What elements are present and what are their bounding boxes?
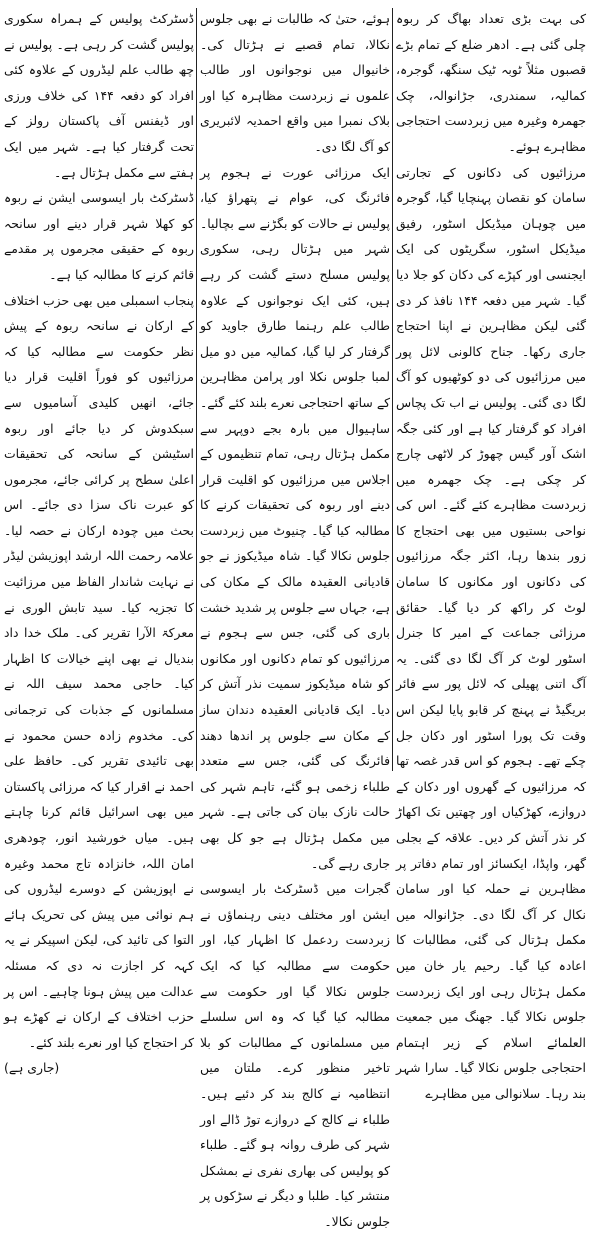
paragraph: مرزائیوں کی دکانوں کے تجارتی سامان کو نقصان پہنچایا گیا، گوجرہ میں چوہان میڈیکل اسٹور، رفیق میڈیکل اسٹور، سگریٹوں کی ایک ایجنسی اور کپڑے کی دکان کو جلا دیا گیا۔ شہر میں دفعہ ۱۴۴ نافذ کر دی گئی لیکن مظاہرین نے اپنا احتجاج جاری رکھا۔ جناح کالونی لائل پور میں مرزائیوں کی دو کوٹھیوں کو آگ لگا دی گئی۔ پولیس نے اب تک پچاس افراد کو گرفتار کیا ہے اور کئی جگہ اشک آور گیس چھوڑ کر لاٹھی چارج کر چکی ہے۔ چک جھمرہ میں زبردست مظاہرے کئے گئے۔ اس کی نواحی بستیوں میں بھی احتجاج کا زور بندھا رہا، اکثر جگہ مرزائیوں کی دکانوں اور مکانوں کا سامان لوٹ کر راکھ کر دیا گیا۔ حقائق مرزائی جماعت کے امیر کا جنرل اسٹور لوٹ کر آگ لگا دی گئی۔ یہ آگ اتنی پھیلی کہ لائل پور سے فائر بریگیڈ نے پہنچ کر قابو پایا لیکن اس وقت تک پورا اسٹور اور دکان جل چکے تھے۔ ہجوم کو اس قدر غصہ تھا کہ مرزائیوں کے گھروں اور دکان کے دروازے، کھڑکیاں اور چھتیں تک اکھاڑ کر نذر آتش کر دیں۔ علاقہ کے بجلی گھر، واپڈا، ایکسائز اور تمام دفاتر پر مظاہرین نے حملہ کیا اور سامان نکال کر آگ لگا دی۔ جڑانوالہ میں مکمل ہڑتال کی گئی، مطالبات کا اعادہ کیا گیا۔ رحیم یار خان میں مکمل ہڑتال رہی اور ایک زبردست جلوس نکالا گیا۔ جھنگ میں جمعیت العلمائے اسلام کے زیر اہتمام احتجاجی جلوس نکالا گیا۔ سارا شہر بند رہا۔ سلانوالی میں مظاہرے [396, 164, 586, 1101]
column-right [396, 6, 586, 1101]
paragraph: ایک مرزائی عورت نے ہجوم پر فائرنگ کی، عوام نے پتھراؤ کیا، پولیس نے حالات کو بگڑنے سے بچالیا۔ شہر میں ہڑتال رہی، سکوری پولیس مسلح دستے گشت کر رہے ہیں، کئی ایک نوجوانوں کے علاوہ طالب علم رہنما طارق جاوید کو گرفتار کر لیا گیا، کمالیہ میں دو میل لمبا جلوس نکلا اور پرامن مظاہرین کے ساتھ احتجاجی نعرے بلند کئے گئے۔ ساہیوال میں بارہ بجے دوپہر سے مکمل ہڑتال رہی، تمام تنظیموں کے اجلاس میں مرزائیوں کو اقلیت قرار دینے اور ربوہ کی تحقیقات کرنے کا مطالبہ کیا گیا۔ چنیوٹ میں زبردست جلوس نکالا گیا۔ شاہ میڈیکوز نے جو قادیانی العقیدہ مالک کے مکان کی ہے، جہاں سے جلوس پر شدید خشت باری کی گئی، جس سے ہجوم نے مرزائیوں کو تمام دکانوں اور مکانوں کو شاہ میڈیکوز سمیت نذر آتش کر دیا۔ ایک قادیانی العقیدہ دندان ساز کے مکان سے جلوس پر اندھا دھند فائرنگ کی گئی، جس سے متعدد طلباء زخمی ہو گئے، تاہم شہر کی حالت نازک بیان کی جاتی ہے۔ شہر میں مکمل ہڑتال ہے جو کل بھی جاری رہے گی۔ [200, 164, 390, 871]
column-divider-left [196, 8, 197, 771]
paragraph: ہوئے، حتیٰ کہ طالبات نے بھی جلوس نکالا، تمام قصبے نے ہڑتال کی۔ خانیوال میں نوجوانوں اور طالب علموں نے زبردست مظاہرہ کیا اور بلاک نمبرا میں واقع احمدیہ لائبریری کو آگ لگا دی۔ [200, 11, 390, 154]
paragraph: ڈسٹرکٹ پولیس کے ہمراہ سکوری پولیس گشت کر رہی ہے۔ پولیس نے چھ طالب علم لیڈروں کے علاوہ کئی افراد کو دفعہ ۱۴۴ کی خلاف ورزی اور ڈیفنس آف پاکستان رولز کے تحت گرفتار کیا ہے۔ شہر میں ایک ہفتے سے مکمل ہڑتال ہے۔ [4, 11, 194, 180]
paragraph: کی بہت بڑی تعداد بھاگ کر ربوہ چلی گئی ہے۔ ادھر ضلع کے تمام بڑے قصبوں مثلاً ٹوبہ ٹیک سنگھ، گوجرہ، کمالیہ، سمندری، جڑانوالہ، چک جھمرہ وغیرہ میں زبردست احتجاجی مظاہرے ہوئے۔ [396, 11, 586, 154]
paragraph: ڈسٹرکٹ بار ایسوسی ایشن نے ربوہ کو کھلا شہر قرار دینے اور سانحہ ربوہ کے حقیقی مجرموں پر مقدمے قائم کرنے کا مطالبہ کیا ہے۔ [4, 190, 194, 282]
paragraph: گجرات میں ڈسٹرکٹ بار ایسوسی ایشن اور مختلف دینی رہنماؤں نے زبردست ردعمل کا اظہار کیا، اور حکومت سے مطالبہ کیا کہ ایک جلوس نکالا گیا اور حکومت سے مطالبہ کیا گیا کہ وہ اس سلسلے میں مسلمانوں کے مطالبات کو بلا تاخیر منظور کرے۔ ملتان میں انتظامیہ نے کالج بند کر دئیے ہیں۔ طلباء نے کالج کے دروازے توڑ ڈالے اور شہر کی طرف روانہ ہو گئے۔ طلباء کو پولیس کی بھاری نفری نے بمشکل منتشر کیا۔ طلبا و دیگر نے سڑکوں پر جلوس نکالا۔ [200, 881, 390, 1229]
column-middle [200, 6, 390, 1229]
continued-marker: (جاری ہے) [4, 1060, 60, 1076]
paragraph: پنجاب اسمبلی میں بھی حزب اختلاف کے ارکان نے سانحہ ربوہ کے پیش نظر حکومت سے مطالبہ کیا کہ مرزائیوں کو فوراً اقلیت قرار دیا جائے، انھیں کلیدی آسامیوں سے سبکدوش کر دیا جائے اور ربوہ اسٹیشن کے سانحہ کی تحقیقات اعلیٰ سطح پر کرائی جائے، مجرموں کو عبرت ناک سزا دی جائے۔ اس بحث میں چودہ ارکان نے حصہ لیا۔ علامہ رحمت اللہ ارشد اپوزیشن لیڈر نے نہایت شاندار الفاظ میں مرزائیت کا تجزیہ کیا۔ سید تابش الوری نے معرکۃ الآرا تقریر کی۔ ملک خدا داد بندیال نے بھی اپنے خیالات کا اظہار کیا۔ حاجی محمد سیف اللہ نے مسلمانوں کے جذبات کی ترجمانی کی۔ مخدوم زادہ حسن محمود نے بھی تائیدی تقریر کی۔ حافظ علی احمد نے اقرار کیا کہ مرزائی پاکستان میں بھی اسرائیل قائم کرنا چاہتے ہیں۔ میاں خورشید انور، چودھری امان اللہ، خانزادہ تاج محمد وغیرہ نے اپوزیشن کے دوسرے لیڈروں کی ہم نوائی میں پیش کی تحریک ہائے التوا کی تائید کی، لیکن اسپیکر نے یہ کہہ کر اجازت نہ دی کہ مسئلہ عدالت میں پیش ہونا چاہیے۔ اس پر حزب اختلاف کے ارکان نے کھڑے ہو کر احتجاج کیا اور نعرے بلند کئے۔ [3, 292, 194, 1050]
column-left [3, 6, 194, 1076]
column-divider-right [392, 8, 393, 771]
